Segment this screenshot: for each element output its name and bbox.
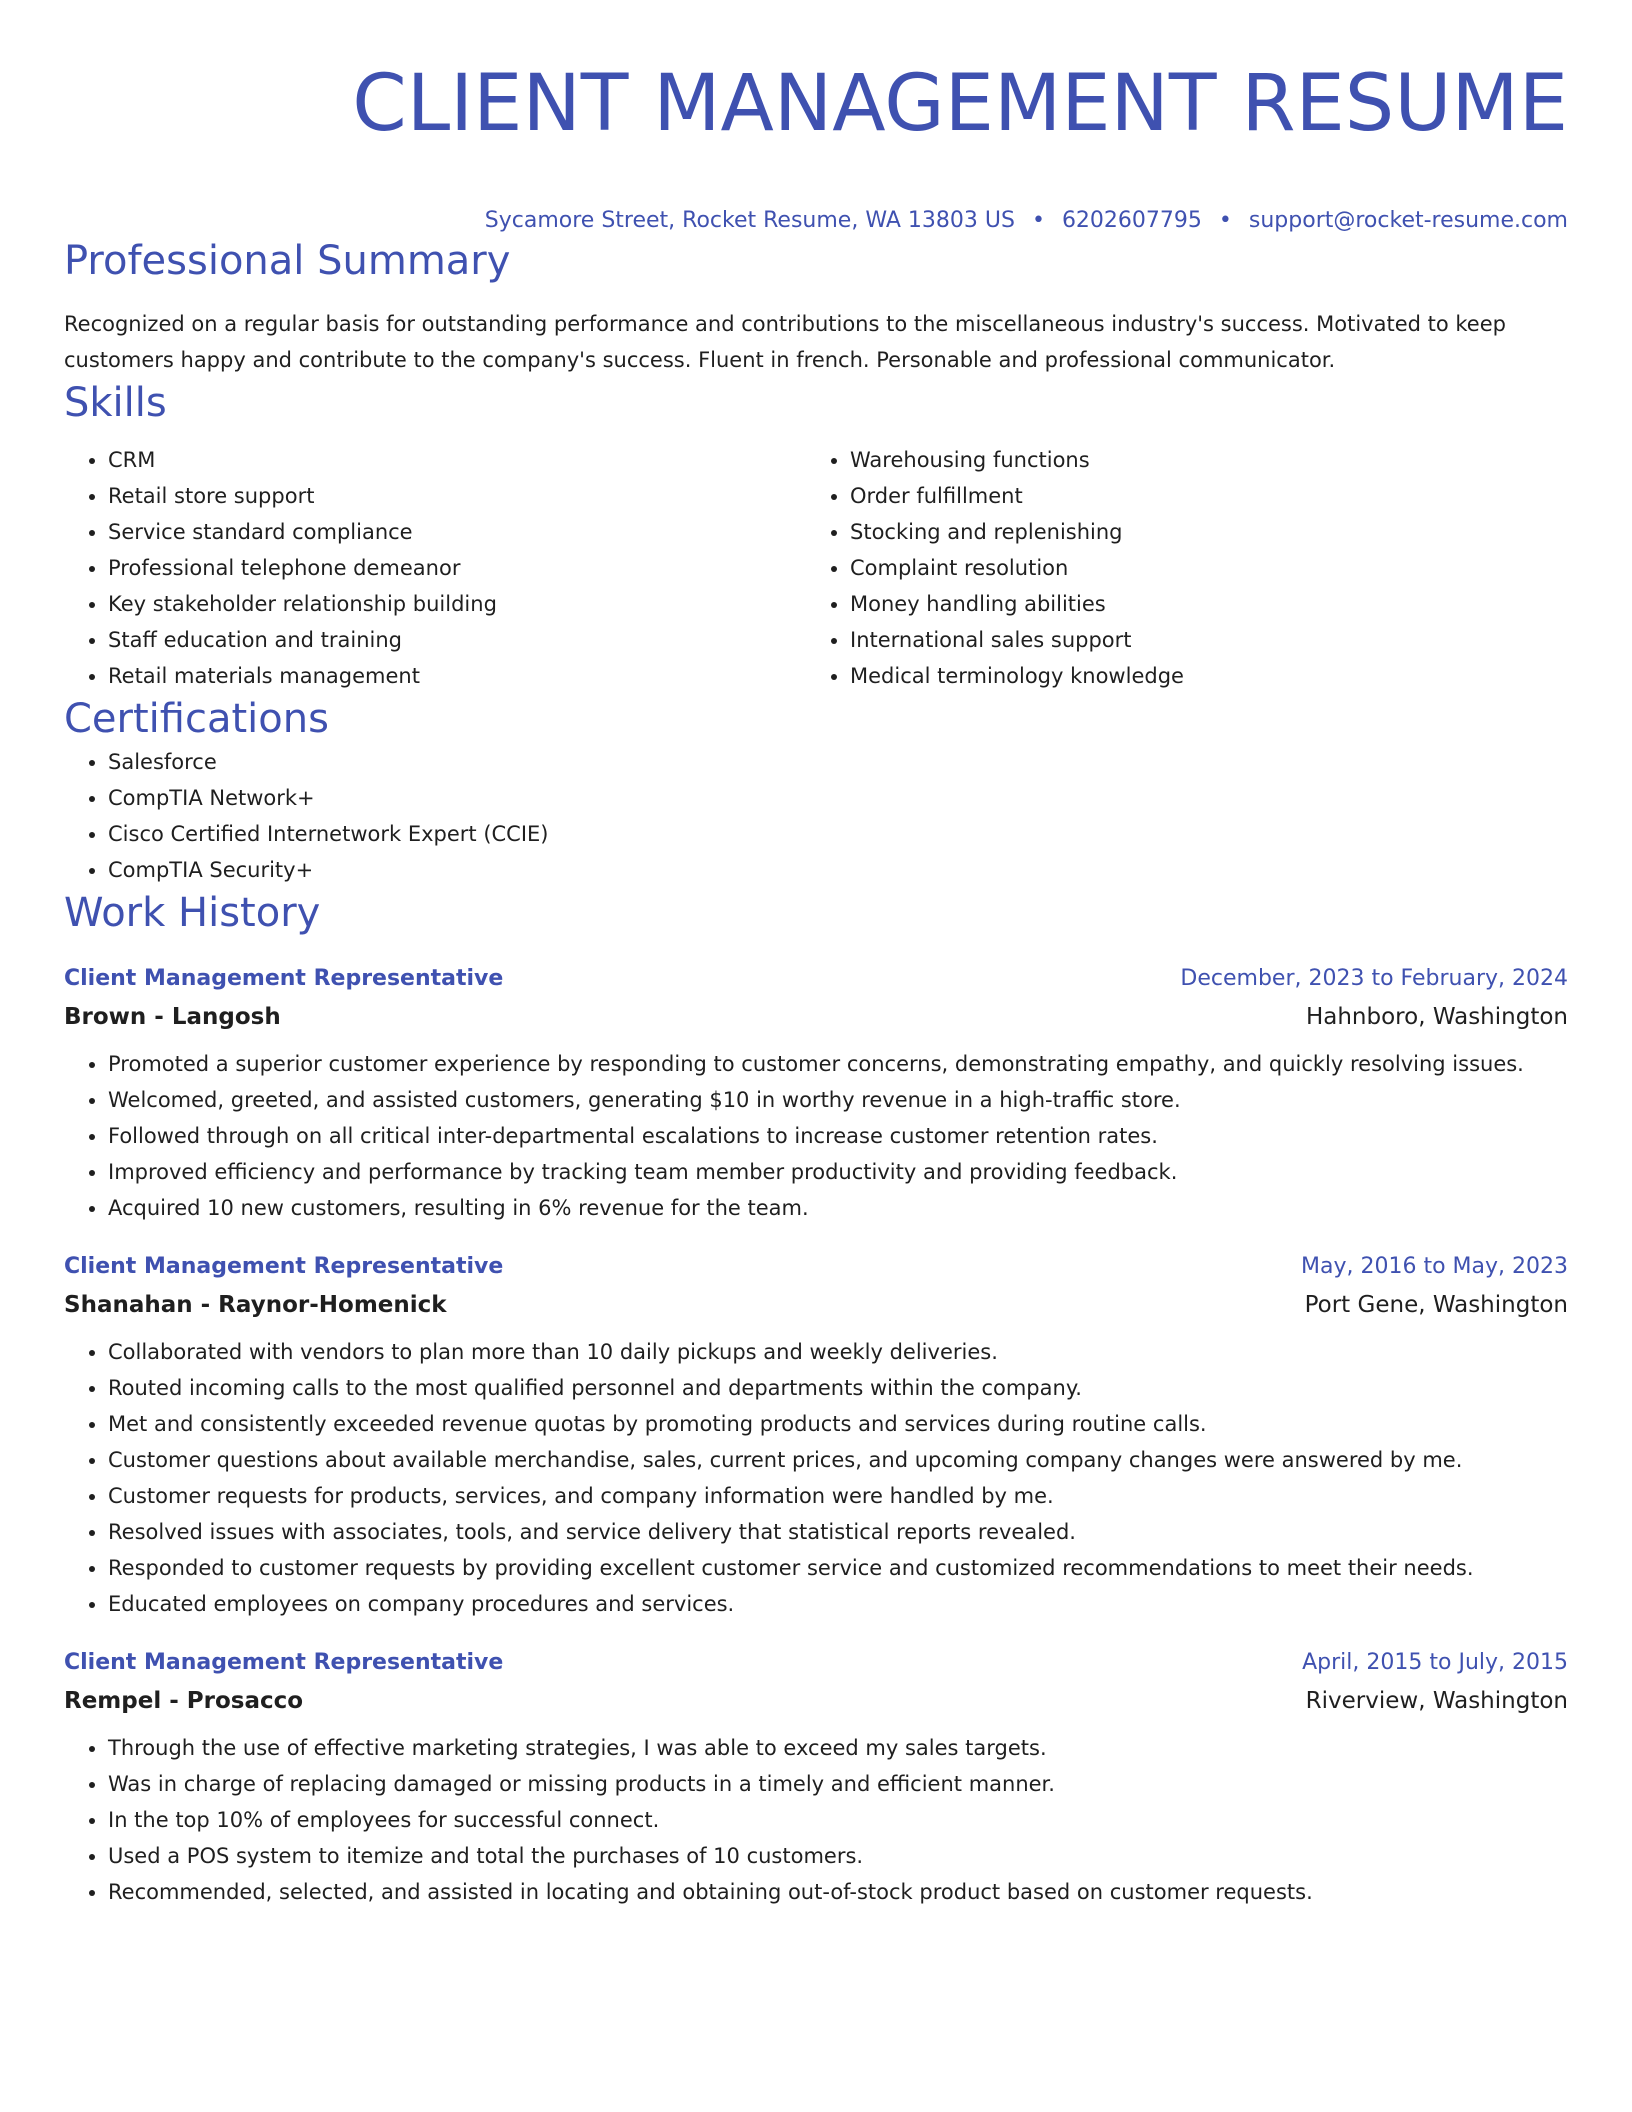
skill-item: • Service standard compliance (108, 514, 806, 550)
skill-item: • Medical terminology knowledge (850, 658, 1548, 694)
certification-item: • Cisco Certified Internetwork Expert (CCIE) (108, 816, 1568, 852)
job-bullet: • Through the use of effective marketing strategies, I was able to exceed my sales targets. (108, 1730, 1568, 1766)
job-dates: May, 2016 to May, 2023 (1301, 1254, 1568, 1279)
skill-item: • Order fulfillment (850, 478, 1548, 514)
job-bullet: • Met and consistently exceeded revenue quotas by promoting products and services during routine calls. (108, 1406, 1568, 1442)
job-dates: December, 2023 to February, 2024 (1180, 966, 1568, 991)
job-header-row (64, 1252, 1568, 1282)
skill-item: • Money handling abilities (850, 586, 1548, 622)
job-header-row (64, 964, 1568, 994)
skill-item: • Retail materials management (108, 658, 806, 694)
job-bullet: • Routed incoming calls to the most qualified personnel and departments within the company. (108, 1370, 1568, 1406)
job-bullets (64, 1046, 1568, 1226)
work-history-heading: Work History (64, 890, 321, 936)
job-company-row (64, 1678, 1568, 1716)
contact-phone: 6202607795 (1061, 208, 1202, 233)
job-company: Rempel - Prosacco (64, 1688, 304, 1714)
job-entry (64, 964, 1568, 1226)
certification-item: • Salesforce (108, 744, 1568, 780)
skills-columns (64, 442, 1568, 694)
skill-item: • Key stakeholder relationship building (108, 586, 806, 622)
skill-item: • International sales support (850, 622, 1548, 658)
job-bullet: • Recommended, selected, and assisted in locating and obtaining out-of-stock product based on customer requests. (108, 1874, 1568, 1910)
skills-list-left (64, 442, 806, 694)
job-bullet: • Educated employees on company procedures and services. (108, 1586, 1568, 1622)
job-title: Client Management Representative (64, 1254, 504, 1279)
job-entry (64, 1252, 1568, 1622)
job-location: Port Gene, Washington (1304, 1292, 1568, 1318)
summary-heading: Professional Summary (64, 238, 511, 284)
summary-text: Recognized on a regular basis for outstanding performance and contributions to the miscellaneous industry's success. Motivated to keep customers happy and contribute to the company's success. Fluent in french. Personable and professional communicator. (64, 312, 1506, 372)
job-title: Client Management Representative (64, 1650, 504, 1675)
skills-list-right (806, 442, 1548, 694)
job-company: Brown - Langosh (64, 1004, 281, 1030)
contact-separator: • (1218, 208, 1232, 233)
skills-column-right (806, 442, 1548, 694)
certification-item: • CompTIA Security+ (108, 852, 1568, 888)
job-bullet: • In the top 10% of employees for successful connect. (108, 1802, 1568, 1838)
job-bullets (64, 1334, 1568, 1622)
job-title: Client Management Representative (64, 966, 504, 991)
job-bullet: • Promoted a superior customer experience by responding to customer concerns, demonstrating empathy, and quickly resolving issues. (108, 1046, 1568, 1082)
skill-item: • Complaint resolution (850, 550, 1548, 586)
job-bullet: • Resolved issues with associates, tools, and service delivery that statistical reports revealed. (108, 1514, 1568, 1550)
contact-line (64, 206, 1568, 236)
skill-item: • Warehousing functions (850, 442, 1548, 478)
job-company-row (64, 994, 1568, 1032)
skill-item: • Stocking and replenishing (850, 514, 1548, 550)
job-company-row (64, 1282, 1568, 1320)
resume-title: CLIENT MANAGEMENT RESUME (352, 59, 1568, 149)
job-bullet: • Used a POS system to itemize and total the purchases of 10 customers. (108, 1838, 1568, 1874)
contact-address: Sycamore Street, Rocket Resume, WA 13803 US (484, 208, 1015, 233)
job-dates: April, 2015 to July, 2015 (1302, 1650, 1568, 1675)
skills-column-left (64, 442, 806, 694)
job-bullet: • Collaborated with vendors to plan more than 10 daily pickups and weekly deliveries. (108, 1334, 1568, 1370)
job-bullets (64, 1730, 1568, 1910)
certifications-list (64, 744, 1568, 888)
skill-item: • CRM (108, 442, 806, 478)
job-bullet: • Welcomed, greeted, and assisted customers, generating $10 in worthy revenue in a high-traffic store. (108, 1082, 1568, 1118)
job-bullet: • Was in charge of replacing damaged or missing products in a timely and efficient manner. (108, 1766, 1568, 1802)
job-bullet: • Followed through on all critical inter-departmental escalations to increase customer retention rates. (108, 1118, 1568, 1154)
job-company: Shanahan - Raynor-Homenick (64, 1292, 447, 1318)
job-bullet: • Responded to customer requests by providing excellent customer service and customized recommendations to meet their needs. (108, 1550, 1568, 1586)
job-location: Hahnboro, Washington (1305, 1004, 1568, 1030)
skill-item: • Staff education and training (108, 622, 806, 658)
job-entry (64, 1648, 1568, 1910)
contact-separator: • (1031, 208, 1045, 233)
job-header-row (64, 1648, 1568, 1678)
skill-item: • Professional telephone demeanor (108, 550, 806, 586)
job-bullet: • Customer requests for products, services, and company information were handled by me. (108, 1478, 1568, 1514)
contact-email: support@rocket-resume.com (1248, 208, 1568, 233)
skills-heading: Skills (64, 380, 167, 426)
job-location: Riverview, Washington (1305, 1688, 1568, 1714)
job-bullet: • Improved efficiency and performance by tracking team member productivity and providing feedback. (108, 1154, 1568, 1190)
skill-item: • Retail store support (108, 478, 806, 514)
job-bullet: • Acquired 10 new customers, resulting in 6% revenue for the team. (108, 1190, 1568, 1226)
certifications-heading: Certifications (64, 696, 329, 742)
certification-item: • CompTIA Network+ (108, 780, 1568, 816)
job-bullet: • Customer questions about available merchandise, sales, current prices, and upcoming company changes were answered by me. (108, 1442, 1568, 1478)
